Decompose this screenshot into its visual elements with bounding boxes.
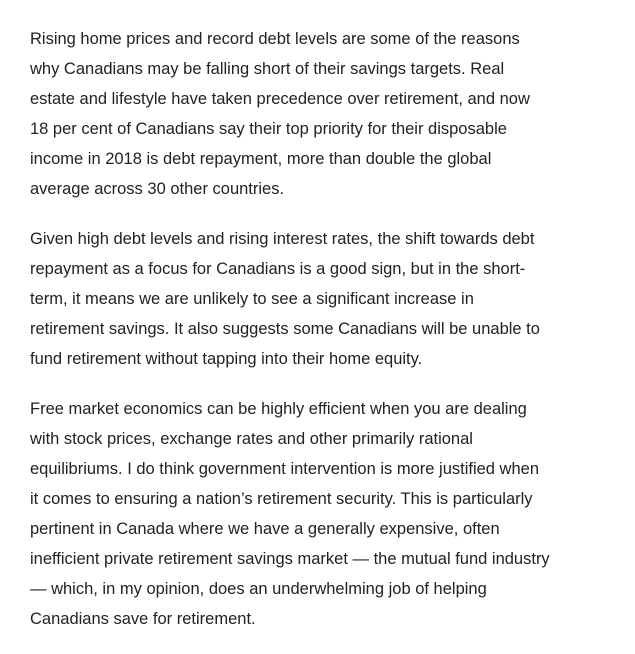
- paragraph-line: 18 per cent of Canadians say their top priority for their disposable: [30, 120, 507, 138]
- article-paragraph-2: [30, 224, 580, 374]
- paragraph-line: Free market economics can be highly efficient when you are dealing: [30, 400, 527, 418]
- paragraph-line: pertinent in Canada where we have a generally expensive, often: [30, 520, 500, 538]
- article-paragraph-3: [30, 394, 580, 634]
- paragraph-line: why Canadians may be falling short of their savings targets. Real: [30, 60, 505, 78]
- paragraph-line: Canadians save for retirement.: [30, 610, 256, 628]
- paragraph-line: fund retirement without tapping into their home equity.: [30, 350, 423, 368]
- article-paragraph-1: [30, 24, 580, 204]
- paragraph-line: repayment as a focus for Canadians is a good sign, but in the short-: [30, 260, 526, 278]
- paragraph-line: — which, in my opinion, does an underwhelming job of helping: [30, 580, 487, 598]
- paragraph-line: retirement savings. It also suggests some Canadians will be unable to: [30, 320, 540, 338]
- paragraph-line: equilibriums. I do think government intervention is more justified when: [30, 460, 540, 478]
- paragraph-line: term, it means we are unlikely to see a significant increase in: [30, 290, 474, 308]
- paragraph-line: average across 30 other countries.: [30, 180, 285, 198]
- paragraph-line: Rising home prices and record debt levels are some of the reasons: [30, 30, 520, 48]
- paragraph-line: it comes to ensuring a nation’s retirement security. This is particularly: [30, 490, 533, 508]
- paragraph-line: income in 2018 is debt repayment, more than double the global: [30, 150, 492, 168]
- paragraph-line: with stock prices, exchange rates and other primarily rational: [30, 430, 473, 448]
- paragraph-line: estate and lifestyle have taken precedence over retirement, and now: [30, 90, 530, 108]
- paragraph-line: Given high debt levels and rising interest rates, the shift towards debt: [30, 230, 535, 248]
- article-body: [30, 24, 580, 654]
- paragraph-line: inefficient private retirement savings market — the mutual fund industry: [30, 550, 550, 568]
